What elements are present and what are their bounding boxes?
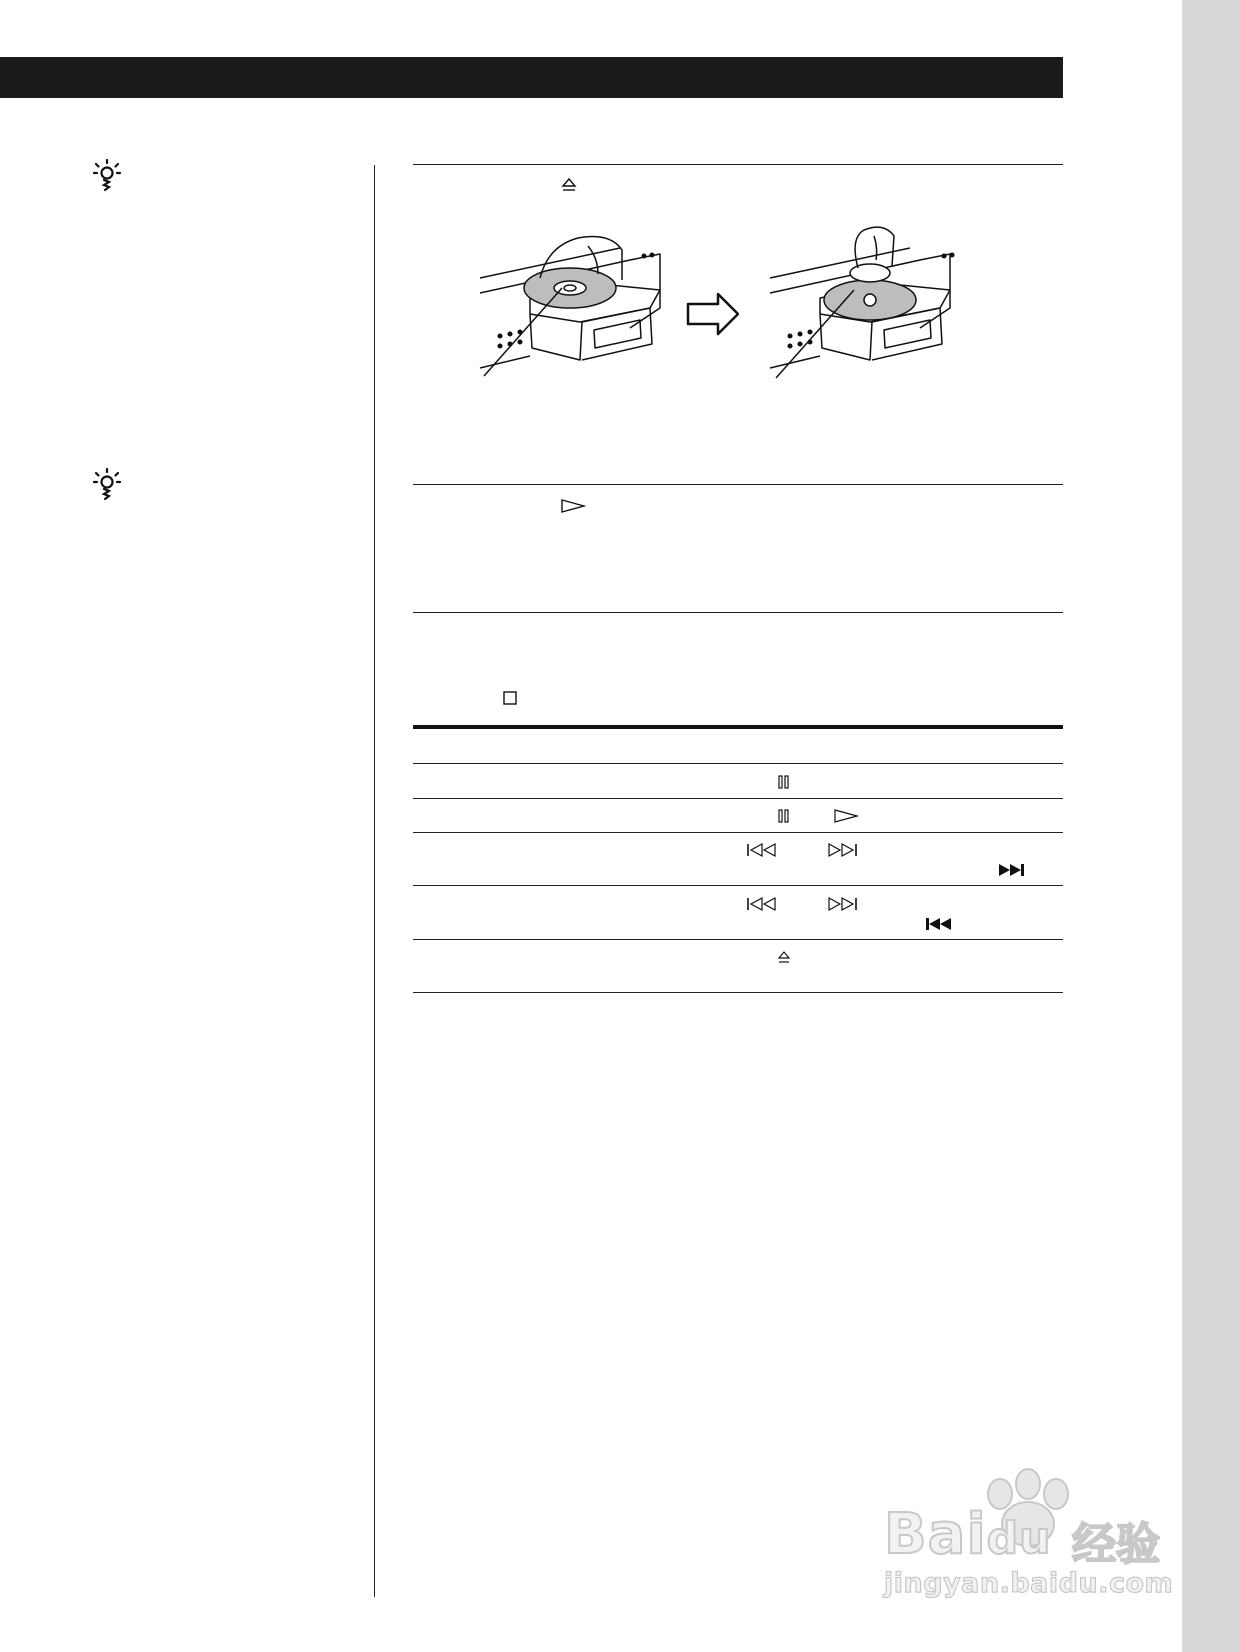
- watermark-url: jingyan.baidu.com: [884, 1568, 1174, 1599]
- table-row-rule: [413, 885, 1063, 886]
- watermark-brand-cn: 经验: [1072, 1519, 1160, 1570]
- next-fast-icon: [998, 862, 1026, 878]
- step-divider: [413, 164, 1063, 165]
- table-top-rule: [413, 725, 1063, 729]
- pause-icon: [777, 809, 791, 823]
- eject-icon: [776, 949, 792, 965]
- prev-fast-icon: [924, 916, 952, 932]
- step-divider: [413, 484, 1063, 485]
- baidu-watermark: [878, 1464, 1178, 1604]
- page-edge-strip: [1182, 0, 1240, 1652]
- disc-insertion-illustration: [470, 218, 970, 396]
- step-divider: [413, 612, 1063, 613]
- column-divider: [374, 165, 375, 1597]
- eject-icon: [560, 176, 578, 194]
- stop-icon: [502, 690, 518, 706]
- lightbulb-tip-icon: [92, 467, 122, 501]
- play-icon: [560, 498, 586, 514]
- table-row-rule: [413, 939, 1063, 940]
- pause-icon: [777, 775, 791, 789]
- lightbulb-tip-icon: [92, 158, 122, 192]
- table-row-rule: [413, 832, 1063, 833]
- table-row-rule: [413, 763, 1063, 764]
- table-bottom-rule: [413, 992, 1063, 993]
- section-header-bar: [0, 57, 1063, 98]
- prev-track-icon: [746, 896, 778, 912]
- watermark-brand-right: du: [986, 1513, 1052, 1564]
- watermark-brand-left: Bai: [884, 1502, 987, 1567]
- table-row-rule: [413, 798, 1063, 799]
- prev-track-icon: [746, 842, 778, 858]
- next-track-icon: [826, 842, 858, 858]
- play-icon: [833, 809, 859, 823]
- next-track-icon: [826, 896, 858, 912]
